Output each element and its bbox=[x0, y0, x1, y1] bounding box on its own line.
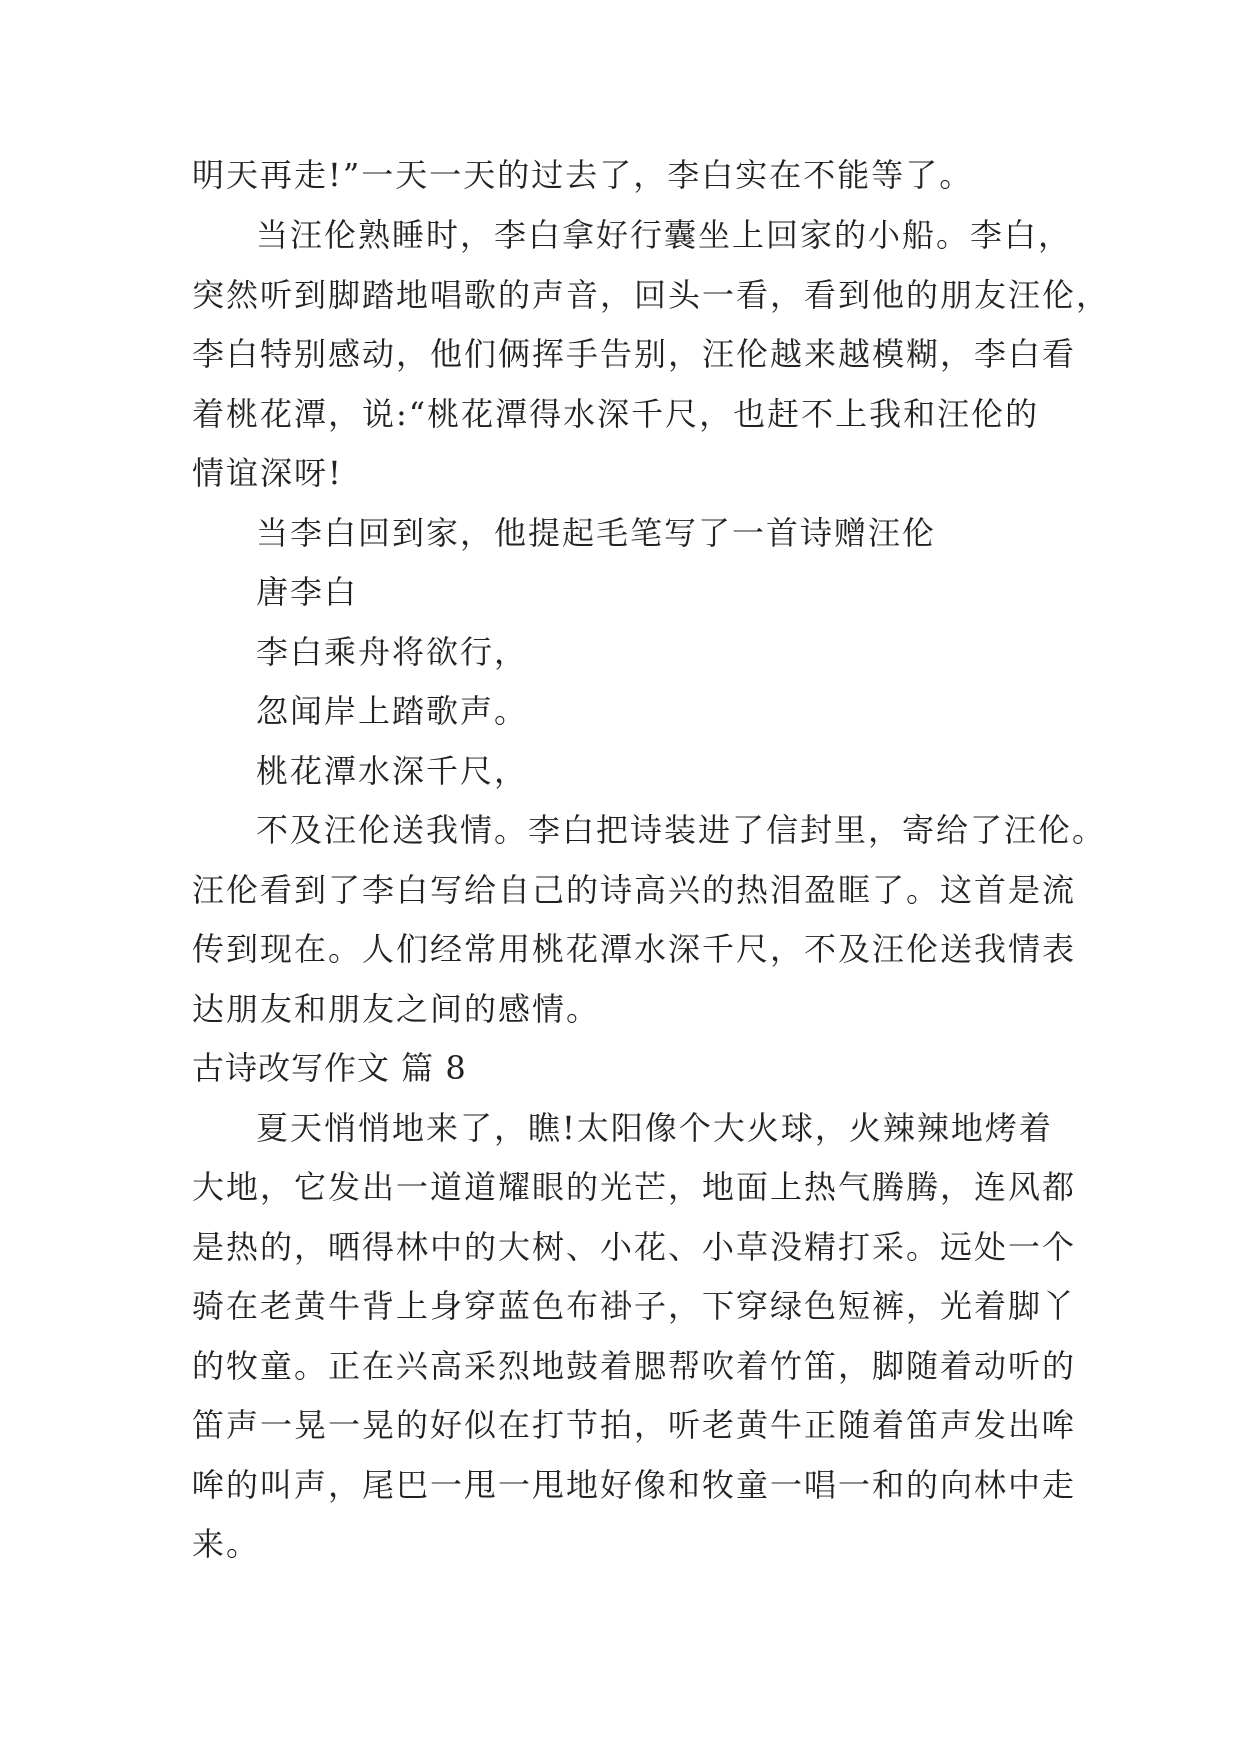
text-line: 传到现在。人们经常用桃花潭水深千尺，不及汪伦送我情表 bbox=[192, 930, 1077, 968]
poem-line: 李白乘舟将欲行， bbox=[256, 633, 529, 671]
poem-line: 桃花潭水深千尺， bbox=[256, 752, 529, 790]
text-line: 来。 bbox=[192, 1525, 261, 1563]
paragraph-line: 当李白回到家，他提起毛笔写了一首诗赠汪伦 bbox=[256, 514, 937, 552]
text-line: 达朋友和朋友之间的感情。 bbox=[192, 990, 601, 1028]
paragraph-line: 不及汪伦送我情。李白把诗装进了信封里，寄给了汪伦。 bbox=[256, 811, 1107, 849]
text-line: 情谊深呀! bbox=[192, 454, 343, 492]
text-line: 是热的，晒得林中的大树、小花、小草没精打采。远处一个 bbox=[192, 1228, 1077, 1266]
poem-author: 唐李白 bbox=[256, 573, 359, 611]
text-line: 哞的叫声，尾巴一甩一甩地好像和牧童一唱一和的向林中走 bbox=[192, 1466, 1077, 1504]
text-line: 着桃花潭，说:“桃花潭得水深千尺，也赶不上我和汪伦的 bbox=[192, 395, 1040, 433]
text-line: 明天再走!”一天一天的过去了，李白实在不能等了。 bbox=[192, 156, 974, 194]
text-line: 李白特别感动，他们俩挥手告别，汪伦越来越模糊，李白看 bbox=[192, 335, 1077, 373]
paragraph-line: 当汪伦熟睡时，李白拿好行囊坐上回家的小船。李白， bbox=[256, 216, 1073, 254]
poem-line: 忽闻岸上踏歌声。 bbox=[256, 692, 529, 730]
text-line: 骑在老黄牛背上身穿蓝色布褂子，下穿绿色短裤，光着脚丫 bbox=[192, 1287, 1077, 1325]
paragraph-line: 夏天悄悄地来了，瞧!太阳像个大火球，火辣辣地烤着 bbox=[256, 1109, 1053, 1147]
text-line: 的牧童。正在兴高采烈地鼓着腮帮吹着竹笛，脚随着动听的 bbox=[192, 1347, 1077, 1385]
text-line: 笛声一晃一晃的好似在打节拍，听老黄牛正随着笛声发出哞 bbox=[192, 1406, 1077, 1444]
text-line: 大地，它发出一道道耀眼的光芒，地面上热气腾腾，连风都 bbox=[192, 1168, 1077, 1206]
text-line: 突然听到脚踏地唱歌的声音，回头一看，看到他的朋友汪伦， bbox=[192, 276, 1111, 314]
text-line: 汪伦看到了李白写给自己的诗高兴的热泪盈眶了。这首是流 bbox=[192, 871, 1077, 909]
section-heading: 古诗改写作文 篇 8 bbox=[192, 1049, 467, 1087]
